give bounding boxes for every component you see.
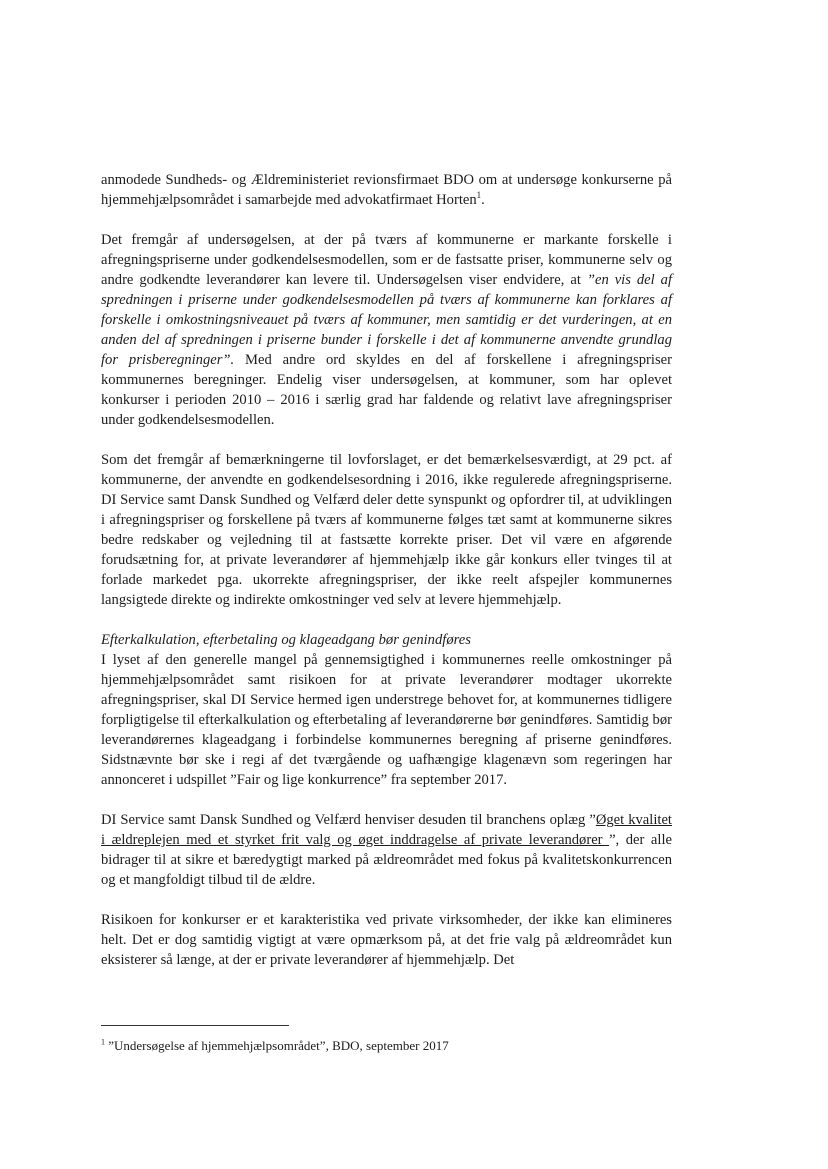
- paragraph-survey-findings: [101, 230, 672, 430]
- paragraph-bdo-request: [101, 170, 672, 210]
- paragraph-text: ”, der alle bidrager til at sikre et bæredygtigt marked på ældreområdet med fokus på kvalitetskonkurrencen og et mangfoldigt tilbud til de ældre.: [101, 832, 672, 888]
- quoted-passage: ”en vis del af spredningen i priserne under godkendelsesmodellen på tværs af kommunerne kan forklares af forskelle i omkostningsniveauet på tværs af kommuner, men samtidig er det vurderingen, at en anden del af spredningen i priserne bunder i forskelle i det af kommunerne anvendte grundlag for prisberegninger”.: [101, 272, 672, 368]
- document-body: [101, 170, 672, 990]
- paragraph-recalculation: [101, 630, 672, 790]
- footnote: [101, 1037, 672, 1055]
- footnote-text: ”Undersøgelse af hjemmehjælpsområdet”, BDO, september 2017: [108, 1038, 449, 1053]
- paragraph-bankruptcy-risk: Risikoen for konkurser er et karakteristika ved private virksomheder, der ikke kan elimineres helt. Det er dog samtidig vigtigt at være opmærksom på, at det frie valg på ældreområdet kun eksisterer så længe, at der er private leverandører af hjemmehjælp. Det: [101, 912, 672, 968]
- proposal-link[interactable]: Øget kvalitet i ældreplejen med et styrket frit valg og øget inddragelse af private leverandører: [101, 812, 672, 848]
- paragraph-price-regulation: Som det fremgår af bemærkningerne til lovforslaget, er det bemærkelsesværdigt, at 29 pct. af kommunerne, der anvendte en godkendelsesordning i 2016, ikke regulerede afregningspriserne. DI Service samt Dansk Sundhed og Velfærd deler dette synspunkt og opfordrer til, at udviklingen i afregningspriser og forskellene på tværs af kommunerne følges tæt samt at kommunerne sikres bedre redskaber og vejledning til at fastsætte korrekte priser. Det vil være en afgørende forudsætning for, at private leverandører af hjemmehjælp ikke går konkurs eller tvinges til at forlade markedet pga. ukorrekte afregningspriser, der ikke reelt afspejler kommunernes langsigtede direkte og indirekte omkostninger ved selv at levere hjemmehjælp.: [101, 452, 672, 608]
- paragraph-branch-proposal: [101, 810, 672, 890]
- footnote-divider: [101, 1025, 289, 1026]
- section-heading: Efterkalkulation, efterbetaling og klageadgang bør genindføres: [101, 632, 471, 648]
- paragraph-text: Med andre ord skyldes en del af forskellene i afregningspriser kommunernes beregninger. Endelig viser undersøgelsen, at kommuner, som har oplevet konkurser i perioden 2010 – 2016 i særlig grad har faldende og relativt lave afregningspriser under godkendelsesmodellen.: [101, 352, 672, 428]
- paragraph-text: Det fremgår af undersøgelsen, at der på tværs af kommunerne er markante forskelle i afregningspriserne under godkendelsesmodellen, som er de fastsatte priser, kommunerne selv og andre godkendte leverandører kan levere til. Undersøgelsen viser endvidere, at: [101, 232, 672, 288]
- paragraph-text: I lyset af den generelle mangel på gennemsigtighed i kommunernes reelle omkostninger på hjemmehjælpsområdet samt risikoen for at private leverandører modtager ukorrekte afregningspriser, skal DI Service hermed igen understrege behovet for, at kommunernes tidligere forpligtigelse til efterkalkulation og efterbetaling af leverandørerne bør genindføres. Samtidig bør leverandørernes klageadgang i forbindelse kommunernes beregning af priserne genindføres. Sidstnævnte bør ske i regi af det tværgående og uafhængige klagenævn som regeringen har annonceret i udspillet ”Fair og lige konkurrence” fra september 2017.: [101, 652, 672, 788]
- sentence-end: .: [481, 192, 485, 208]
- footnote-reference[interactable]: 1: [476, 190, 482, 201]
- paragraph-text: anmodede Sundheds- og Ældreministeriet revionsfirmaet BDO om at undersøge konkurserne på hjemmehjælpsområdet i samarbejde med advokatfirmaet Horten: [101, 172, 672, 208]
- footnote-number: 1: [101, 1037, 105, 1047]
- paragraph-text: DI Service samt Dansk Sundhed og Velfærd henviser desuden til branchens oplæg ”: [101, 812, 596, 828]
